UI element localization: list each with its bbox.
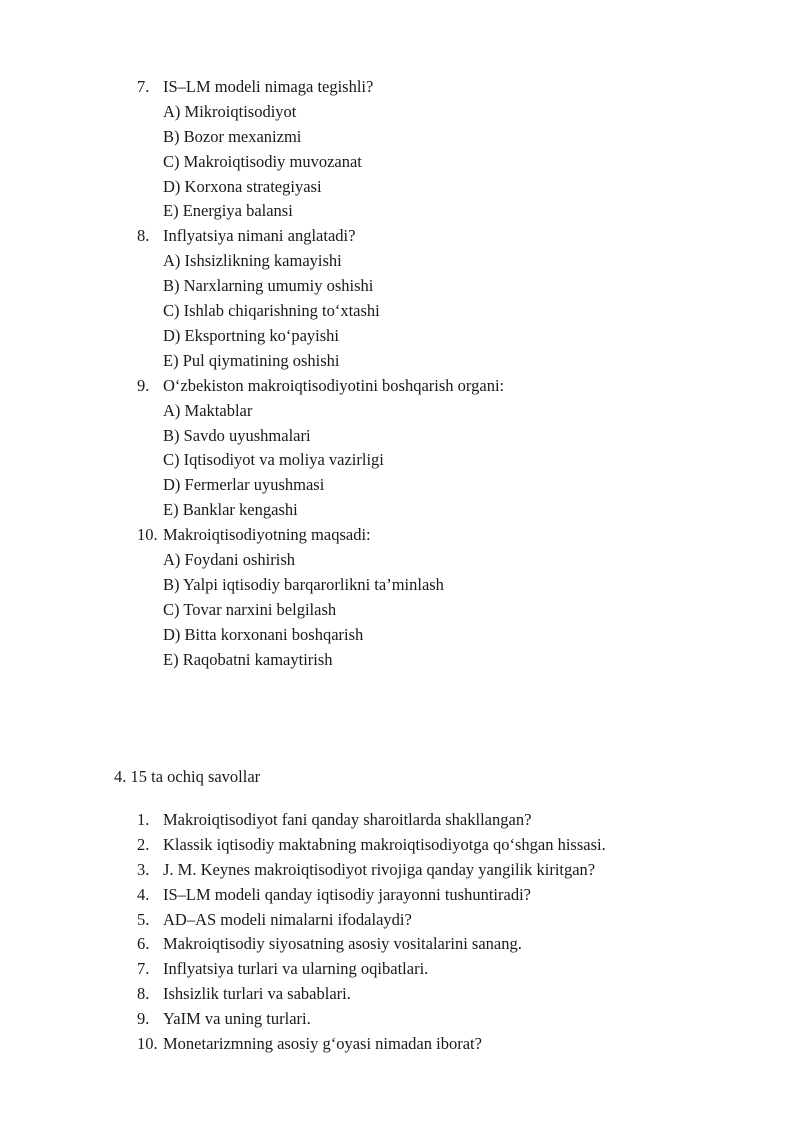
answer-option — [0, 548, 800, 573]
list-item — [0, 957, 800, 982]
answer-option — [0, 399, 800, 424]
answer-option — [0, 175, 800, 200]
option-text: E) Pul qiymatining oshishi — [163, 350, 340, 370]
answer-option — [0, 648, 800, 673]
option-text: D) Fermerlar uyushmasi — [163, 475, 325, 495]
option-text: D) Bitta korxonani boshqarish — [163, 624, 364, 644]
list-item-text: AD–AS modeli nimalarni ifodalaydi? — [163, 909, 412, 929]
option-text: D) Eksportning ko‘payishi — [163, 325, 339, 345]
list-item-text: Ishsizlik turlari va sabablari. — [163, 984, 351, 1004]
answer-option — [0, 125, 800, 150]
list-item — [0, 833, 800, 858]
mcq-question-9 — [0, 374, 800, 523]
answer-option — [0, 498, 800, 523]
mcq-question-10 — [0, 523, 800, 672]
option-text: C) Makroiqtisodiy muvozanat — [163, 151, 362, 171]
list-item-number: 8. — [137, 984, 150, 1004]
question-number: 8. — [137, 226, 150, 246]
answer-option — [0, 623, 800, 648]
list-item-text: J. M. Keynes makroiqtisodiyot rivojiga qanday yangilik kiritgan? — [163, 859, 596, 879]
answer-option — [0, 598, 800, 623]
list-item — [0, 858, 800, 883]
mcq-question-8 — [0, 224, 800, 373]
question-line — [0, 75, 800, 100]
mcq-question-7 — [0, 75, 800, 224]
list-item-number: 7. — [137, 959, 150, 979]
question-text: O‘zbekiston makroiqtisodiyotini boshqarish organi: — [163, 375, 505, 395]
question-text: Makroiqtisodiyotning maqsadi: — [163, 525, 371, 545]
list-item-text: Makroiqtisodiy siyosatning asosiy vositalarini sanang. — [163, 934, 522, 954]
answer-option — [0, 274, 800, 299]
list-item-number: 3. — [137, 859, 150, 879]
question-line — [0, 523, 800, 548]
list-item-number: 10. — [137, 1034, 158, 1054]
list-item-number: 9. — [137, 1009, 150, 1029]
question-number: 7. — [137, 77, 150, 96]
answer-option — [0, 100, 800, 125]
answer-option — [0, 324, 800, 349]
answer-option — [0, 448, 800, 473]
option-text: B) Savdo uyushmalari — [163, 425, 311, 445]
answer-option — [0, 349, 800, 374]
section-heading: 4. 15 ta ochiq savollar — [114, 767, 261, 786]
list-item-number: 4. — [137, 884, 150, 904]
list-item-number: 2. — [137, 834, 150, 854]
question-text: IS–LM modeli nimaga tegishli? — [163, 77, 374, 96]
answer-option — [0, 199, 800, 224]
option-text: A) Maktablar — [163, 400, 253, 420]
open-questions-list — [0, 808, 800, 1057]
option-text: D) Korxona strategiyasi — [163, 176, 322, 196]
question-number: 9. — [137, 375, 150, 395]
list-item — [0, 932, 800, 957]
option-text: C) Tovar narxini belgilash — [163, 599, 337, 619]
question-line — [0, 374, 800, 399]
question-text: Inflyatsiya nimani anglatadi? — [163, 226, 356, 246]
list-item — [0, 908, 800, 933]
list-item-text: Monetarizmning asosiy g‘oyasi nimadan iborat? — [163, 1034, 482, 1054]
list-item — [0, 1007, 800, 1032]
list-item-text: Klassik iqtisodiy maktabning makroiqtisodiyotga qo‘shgan hissasi. — [163, 834, 606, 854]
option-text: E) Raqobatni kamaytirish — [163, 649, 333, 669]
option-text: C) Ishlab chiqarishning to‘xtashi — [163, 301, 380, 321]
option-text: A) Ishsizlikning kamayishi — [163, 251, 342, 271]
option-text: C) Iqtisodiyot va moliya vazirligi — [163, 450, 384, 470]
answer-option — [0, 249, 800, 274]
option-text: B) Bozor mexanizmi — [163, 126, 302, 146]
option-text: B) Narxlarning umumiy oshishi — [163, 276, 374, 296]
answer-option — [0, 573, 800, 598]
answer-option — [0, 150, 800, 175]
list-item — [0, 808, 800, 833]
list-item-text: YaIM va uning turlari. — [163, 1009, 311, 1029]
question-number: 10. — [137, 525, 158, 545]
list-item-text: Makroiqtisodiyot fani qanday sharoitlarda shakllangan? — [163, 810, 532, 829]
answer-option — [0, 424, 800, 449]
answer-option — [0, 473, 800, 498]
list-item — [0, 1032, 800, 1057]
list-item-text: IS–LM modeli qanday iqtisodiy jarayonni tushuntiradi? — [163, 884, 531, 904]
list-item-number: 5. — [137, 909, 150, 929]
list-item-text: Inflyatsiya turlari va ularning oqibatlari. — [163, 959, 429, 979]
option-text: B) Yalpi iqtisodiy barqarorlikni ta’minlash — [163, 574, 444, 594]
list-item — [0, 982, 800, 1007]
option-text: A) Mikroiqtisodiyot — [163, 101, 297, 121]
option-text: E) Banklar kengashi — [163, 500, 298, 520]
list-item — [0, 883, 800, 908]
answer-option — [0, 299, 800, 324]
question-line — [0, 224, 800, 249]
list-item-number: 6. — [137, 934, 150, 954]
option-text: E) Energiya balansi — [163, 201, 293, 221]
option-text: A) Foydani oshirish — [163, 550, 295, 570]
list-item-number: 1. — [137, 810, 150, 829]
